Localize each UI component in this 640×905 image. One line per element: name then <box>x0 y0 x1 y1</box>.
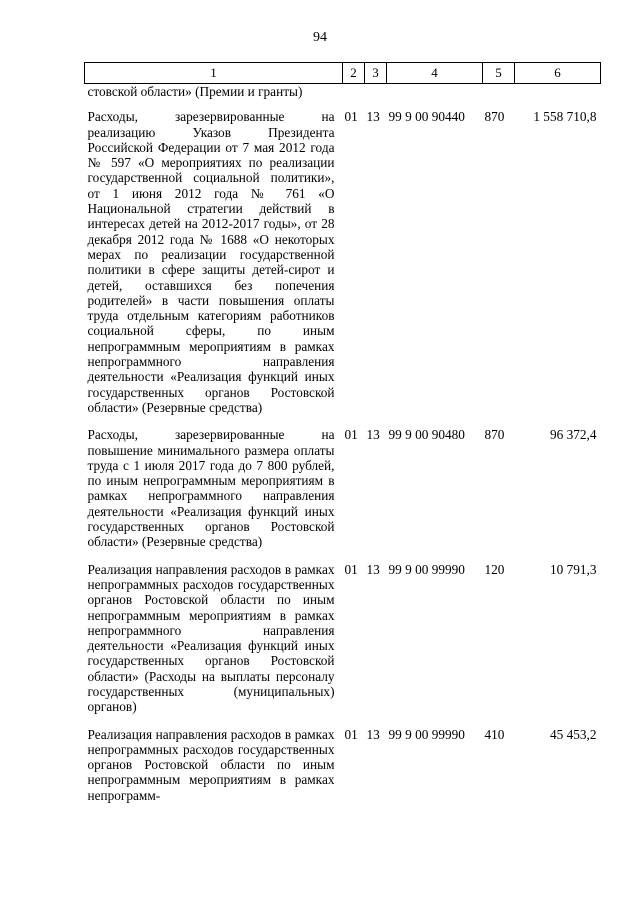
table-row <box>85 727 601 815</box>
row-subsection: 13 <box>366 427 380 443</box>
header-col-4: 4 <box>387 63 483 84</box>
row-subsection: 13 <box>366 109 380 125</box>
row-amount: 45 453,2 <box>549 726 597 742</box>
row-amount: 96 372,4 <box>549 427 597 443</box>
row-expense-type <box>483 84 515 110</box>
row-description: стовской области» (Премии и гранты) <box>87 84 303 99</box>
row-subsection: 13 <box>366 561 380 577</box>
row-expense-type: 120 <box>484 561 505 577</box>
row-description: Расходы, зарезервированные на реализацию Указов Президента Российской Федерации от 7 мая 2012 года № 597 «О мероприятиях по реализации государственной социальной политики», от 1 июня 2012 года № 761 «О Национальной стратегии действий в интересах детей на 2012-2017 годы», от 28 декабря 2012 года № 1688 «О некоторых мерах по реализации государственной политики в сфере защиты детей-сирот и детей, оставшихся без попечения родителей» в части повышения оплаты труда отдельным категориям работников социальной сферы, по иным непрограммным мероприятиям в рамках непрограммного направления деятельности «Реализация функций иных государственных органов Ростовской области» (Резервные средства) <box>87 109 335 415</box>
row-amount: 1 558 710,8 <box>533 109 597 125</box>
row-description: Реализация направления расходов в рамках непрограммных расходов государственных органов Ростовской области по иным непрограммным мероприятиям в рамках непрограмм- <box>87 726 335 803</box>
row-amount: 10 791,3 <box>549 561 597 577</box>
row-expense-type: 870 <box>484 109 505 125</box>
header-col-3: 3 <box>365 63 387 84</box>
row-subsection: 13 <box>366 726 380 742</box>
row-expense-type: 870 <box>484 427 505 443</box>
row-target-article <box>387 84 483 110</box>
header-col-1: 1 <box>85 63 343 84</box>
row-target-article: 99 9 00 99990 <box>388 726 465 742</box>
row-description: Расходы, зарезервированные на повышение минимального размера оплаты труда с 1 июля 2017 года до 7 800 рублей, по иным непрограммным мероприятиям в рамках непрограммного направления деятельности «Реализация функций иных государственных органов Ростовской области» (Резервные средства) <box>87 427 335 550</box>
row-target-article: 99 9 00 99990 <box>388 561 465 577</box>
row-subsection <box>365 84 387 110</box>
row-amount <box>515 84 601 110</box>
row-section: 01 <box>344 427 358 443</box>
table-row <box>85 427 601 561</box>
table-row <box>85 562 601 727</box>
page-number: 94 <box>313 30 327 45</box>
table-row <box>85 84 601 110</box>
table-row <box>85 109 601 427</box>
row-expense-type: 410 <box>484 726 505 742</box>
row-section: 01 <box>344 561 358 577</box>
budget-table <box>84 62 601 815</box>
row-section: 01 <box>344 726 358 742</box>
header-col-6: 6 <box>515 63 601 84</box>
row-section <box>343 84 365 110</box>
header-col-5: 5 <box>483 63 515 84</box>
row-target-article: 99 9 00 90480 <box>388 427 465 443</box>
row-target-article: 99 9 00 90440 <box>388 109 465 125</box>
row-description: Реализация направления расходов в рамках непрограммных расходов государственных органов Ростовской области по иным непрограммным мероприятиям в рамках непрограммного направления деятельности «Реализация функций иных государственных органов Ростовской области» (Расходы на выплаты персоналу государственных (муниципальных) органов) <box>87 561 335 715</box>
header-col-2: 2 <box>343 63 365 84</box>
table-header-row <box>85 63 601 84</box>
row-section: 01 <box>344 109 358 125</box>
